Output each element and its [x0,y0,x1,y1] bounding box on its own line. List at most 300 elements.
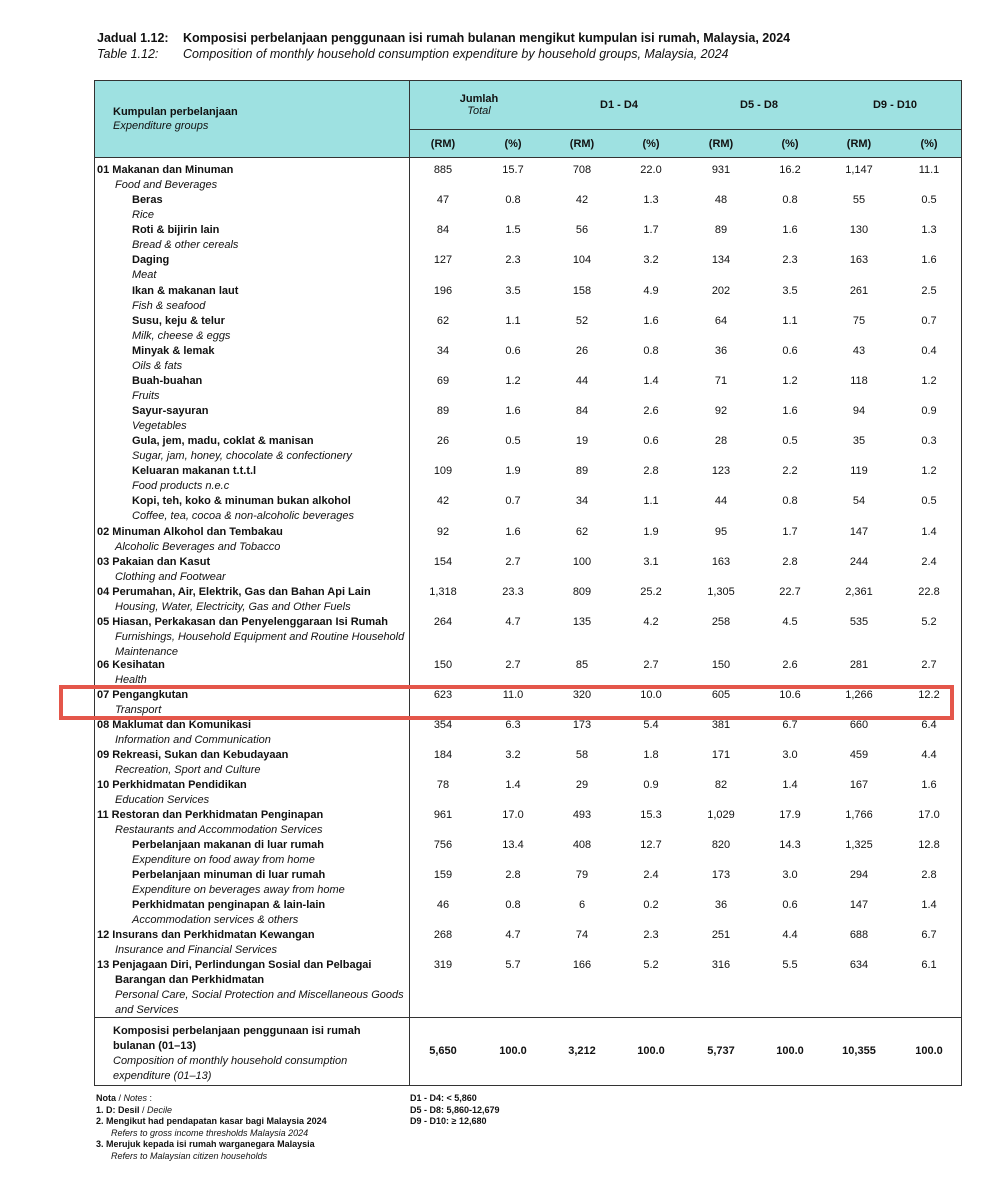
value-rm: 756 [433,839,453,851]
value-percent: 1.1 [782,315,798,327]
value-rm: 26 [575,345,589,357]
value-rm: 34 [436,345,450,357]
value-percent: 6.3 [505,719,521,731]
value-percent: 4.5 [782,616,798,628]
legend-d9-d10: D9 - D10: ≥ 12,680 [410,1116,487,1126]
value-rm: 708 [572,164,592,176]
value-rm: 1,318 [429,586,457,598]
row-label-malay: Daging [132,254,170,266]
value-percent: 6.7 [782,719,798,731]
value-rm: 74 [575,929,589,941]
value-percent: 1.5 [505,224,521,236]
column-divider [409,81,410,1085]
header-total-malay: Jumlah [459,93,499,105]
total-value-rm: 5,737 [707,1045,735,1057]
value-percent: 3.0 [782,869,798,881]
value-rm: 47 [436,194,450,206]
row-label-malay: Minyak & lemak [132,345,215,357]
value-rm: 42 [436,495,450,507]
value-rm: 184 [433,749,453,761]
value-rm: 36 [714,899,728,911]
value-percent: 1.9 [505,465,521,477]
value-rm: 134 [711,254,731,266]
value-rm: 809 [572,586,592,598]
value-rm: 92 [436,526,450,538]
value-rm: 319 [433,959,453,971]
value-percent: 1.6 [921,779,937,791]
row-label-malay: Susu, keju & telur [132,315,225,327]
value-rm: 281 [849,659,869,671]
value-rm: 158 [572,285,592,297]
notes-heading-colon: : [147,1093,153,1103]
unit-rm-label: (RM) [846,138,872,150]
value-percent: 0.7 [505,495,521,507]
notes-heading-separator: / [116,1093,124,1103]
value-rm: 535 [849,616,869,628]
value-percent: 4.2 [643,616,659,628]
value-percent: 1.6 [782,405,798,417]
value-percent: 11.0 [502,689,524,701]
row-label [132,193,402,223]
value-percent: 0.7 [921,315,937,327]
row-label [97,585,405,615]
value-rm: 64 [714,315,728,327]
value-rm: 268 [433,929,453,941]
row-label-malay: 10 Perkhidmatan Pendidikan [97,779,247,791]
row-label [132,838,402,868]
row-label-english: Expenditure on beverages away from home [132,884,345,896]
value-percent: 0.9 [921,405,937,417]
expenditure-table [94,80,962,1086]
value-percent: 17.0 [918,809,940,821]
value-percent: 1.9 [643,526,659,538]
value-rm: 119 [850,465,868,477]
value-rm: 62 [575,526,589,538]
value-rm: 150 [711,659,731,671]
value-percent: 17.0 [502,809,524,821]
value-rm: 100 [572,556,592,568]
value-percent: 1.2 [921,375,937,387]
value-percent: 10.0 [640,689,662,701]
value-rm: 94 [852,405,866,417]
total-value-percent: 100.0 [915,1045,943,1057]
value-rm: 48 [714,194,728,206]
row-label [132,434,402,464]
value-percent: 23.3 [502,586,524,598]
value-percent: 4.7 [505,929,521,941]
decile-legend [410,1093,500,1128]
value-percent: 1.2 [782,375,798,387]
row-label-english: Food products n.e.c [132,480,230,492]
row-label-malay: 05 Hiasan, Perkakasan dan Penyelenggaraan Isi Rumah [97,616,389,628]
value-rm: 44 [575,375,589,387]
value-rm: 1,029 [707,809,735,821]
value-percent: 1.3 [643,194,659,206]
row-label [132,404,402,434]
value-percent: 3.2 [505,749,521,761]
value-percent: 1.8 [643,749,659,761]
value-rm: 1,147 [845,164,873,176]
header-divider [409,129,961,130]
value-rm: 660 [849,719,869,731]
value-rm: 820 [711,839,731,851]
value-rm: 44 [714,495,728,507]
value-rm: 147 [849,899,869,911]
value-percent: 2.4 [643,869,659,881]
value-percent: 2.3 [782,254,798,266]
value-percent: 1.3 [921,224,937,236]
row-label-malay: 07 Pengangkutan [97,689,189,701]
value-rm: 54 [852,495,866,507]
row-label-english: Education Services [115,794,210,806]
row-label-malay: 11 Restoran dan Perkhidmatan Penginapan [97,809,324,821]
row-label-english: Insurance and Financial Services [115,944,278,956]
row-label-english: Housing, Water, Electricity, Gas and Other Fuels [115,601,351,613]
value-rm: 171 [711,749,731,761]
value-rm: 150 [433,659,453,671]
value-percent: 0.8 [782,194,798,206]
row-label [132,284,402,314]
value-percent: 0.2 [643,899,659,911]
value-percent: 2.8 [921,869,937,881]
transport-highlight-box [59,685,954,720]
value-rm: 354 [433,719,453,731]
title-english [97,46,977,62]
row-label-english: Furnishings, Household Equipment and Routine Household Maintenance [115,631,405,658]
value-percent: 0.8 [782,495,798,507]
value-percent: 0.5 [921,495,937,507]
value-rm: 688 [849,929,869,941]
value-percent: 0.9 [643,779,659,791]
header-d9-d10: D9 - D10 [872,99,918,111]
value-percent: 3.1 [643,556,659,568]
value-rm: 35 [852,435,866,447]
row-label-english: Milk, cheese & eggs [132,330,231,342]
value-rm: 294 [849,869,869,881]
row-label [97,808,405,838]
value-percent: 15.7 [502,164,524,176]
value-rm: 118 [850,375,868,387]
value-percent: 5.2 [921,616,937,628]
row-label-malay: Perbelanjaan minuman di luar rumah [132,869,326,881]
value-rm: 154 [433,556,453,568]
note-3-malay: 3. Merujuk kepada isi rumah warganegara Malaysia [96,1139,315,1149]
total-value-percent: 100.0 [637,1045,665,1057]
value-percent: 5.5 [782,959,798,971]
value-rm: 493 [572,809,592,821]
value-percent: 2.8 [643,465,659,477]
value-percent: 1.4 [921,526,937,538]
value-percent: 1.4 [505,779,521,791]
note-1 [96,1105,327,1117]
value-percent: 0.3 [921,435,937,447]
value-percent: 3.0 [782,749,798,761]
notes-heading-english: Notes [123,1093,148,1103]
row-label-malay: 04 Perumahan, Air, Elektrik, Gas dan Bahan Api Lain [97,586,371,598]
value-percent: 12.7 [640,839,662,851]
value-rm: 43 [852,345,866,357]
header-group-malay: Kumpulan perbelanjaan [113,106,238,118]
value-rm: 147 [849,526,869,538]
row-label-english: Recreation, Sport and Culture [115,764,261,776]
value-rm: 58 [575,749,589,761]
legend-d5-d8: D5 - D8: 5,860-12,679 [410,1104,500,1115]
row-label-malay: Perbelanjaan makanan di luar rumah [132,839,324,851]
value-rm: 36 [714,345,728,357]
value-percent: 12.2 [918,689,940,701]
value-percent: 1.6 [505,405,521,417]
value-percent: 2.6 [643,405,659,417]
row-label [97,555,405,585]
value-percent: 12.8 [918,839,940,851]
value-percent: 15.3 [640,809,662,821]
total-label [113,1024,403,1084]
note-1-separator: / [139,1104,148,1115]
total-label-malay: Komposisi perbelanjaan penggunaan isi rumah bulanan (01–13) [113,1025,361,1052]
table-title [97,30,977,62]
row-label-english: Food and Beverages [115,179,218,191]
value-percent: 0.6 [782,899,798,911]
value-rm: 69 [436,375,450,387]
row-label-malay: 06 Kesihatan [97,659,165,671]
unit-percent-label: (%) [920,138,938,150]
value-percent: 1.7 [782,526,798,538]
row-label [132,494,402,524]
row-label-malay: 12 Insurans dan Perkhidmatan Kewangan [97,929,315,941]
total-value-rm: 3,212 [568,1045,596,1057]
unit-percent-label: (%) [781,138,799,150]
value-percent: 2.8 [782,556,798,568]
unit-percent-label: (%) [504,138,522,150]
value-percent: 2.4 [921,556,937,568]
row-label [132,374,402,404]
value-percent: 16.2 [779,164,801,176]
value-percent: 1.6 [921,254,937,266]
value-percent: 1.6 [782,224,798,236]
value-rm: 244 [849,556,869,568]
value-percent: 5.7 [505,959,521,971]
row-label-english: Coffee, tea, cocoa & non-alcoholic beverages [132,510,354,522]
value-rm: 89 [575,465,589,477]
row-label [97,958,405,1018]
value-rm: 84 [436,224,450,236]
row-label-malay: Sayur-sayuran [132,405,209,417]
total-label-english: Composition of monthly household consumption expenditure (01–13) [113,1055,348,1082]
value-percent: 2.7 [643,659,659,671]
value-percent: 4.7 [505,616,521,628]
value-percent: 2.8 [505,869,521,881]
row-label-english: Transport [115,704,162,716]
row-label-malay: Beras [132,194,163,206]
value-rm: 196 [433,285,453,297]
value-rm: 28 [714,435,728,447]
value-rm: 71 [714,375,728,387]
value-rm: 1,266 [845,689,873,701]
row-label-english: Oils & fats [132,360,183,372]
row-label-english: Health [115,674,147,686]
value-rm: 408 [572,839,592,851]
value-percent: 2.3 [505,254,521,266]
total-separator [95,1017,961,1018]
value-percent: 2.5 [921,285,937,297]
unit-percent-label: (%) [642,138,660,150]
value-percent: 1.7 [643,224,659,236]
value-rm: 123 [711,465,731,477]
row-label [97,615,405,660]
row-label [132,223,402,253]
notes-heading [96,1093,327,1105]
row-label-english: Sugar, jam, honey, chocolate & confectionery [132,450,352,462]
value-percent: 0.6 [782,345,798,357]
value-rm: 320 [572,689,592,701]
value-rm: 163 [849,254,869,266]
value-percent: 1.4 [782,779,798,791]
value-percent: 3.2 [643,254,659,266]
header-d1-d4: D1 - D4 [600,99,638,111]
value-rm: 264 [433,616,453,628]
value-percent: 4.4 [921,749,937,761]
value-percent: 0.5 [782,435,798,447]
table-header [95,81,961,158]
row-label-english: Vegetables [132,420,187,432]
value-percent: 22.8 [918,586,940,598]
value-rm: 130 [849,224,869,236]
value-percent: 1.6 [643,315,659,327]
value-percent: 1.4 [643,375,659,387]
row-label [97,163,405,193]
row-label [132,898,402,928]
value-percent: 4.9 [643,285,659,297]
value-rm: 26 [436,435,450,447]
row-label-malay: Keluaran makanan t.t.t.l [132,465,257,477]
value-rm: 381 [711,719,731,731]
row-label [132,344,402,374]
value-rm: 79 [575,869,589,881]
unit-rm-label: (RM) [569,138,595,150]
row-label-english: Accommodation services & others [132,914,299,926]
title-malay-text: Komposisi perbelanjaan penggunaan isi rumah bulanan mengikut kumpulan isi rumah, Malaysia, 2024 [183,31,791,45]
value-rm: 258 [711,616,731,628]
value-rm: 84 [575,405,589,417]
value-percent: 2.6 [782,659,798,671]
value-rm: 202 [711,285,731,297]
row-label-malay: 13 Penjagaan Diri, Perlindungan Sosial dan Pelbagai Barangan dan Perkhidmatan [97,959,372,986]
value-percent: 1.4 [921,899,937,911]
value-percent: 25.2 [640,586,662,598]
note-1-english: Decile [147,1104,173,1115]
header-expenditure-groups [113,105,238,133]
value-rm: 135 [572,616,592,628]
value-percent: 6.7 [921,929,937,941]
header-group-english: Expenditure groups [113,120,209,132]
row-label-english: Meat [132,269,157,281]
title-english-label: Table 1.12: [97,47,159,61]
value-rm: 623 [433,689,453,701]
value-percent: 4.4 [782,929,798,941]
value-percent: 6.1 [921,959,937,971]
total-value-percent: 100.0 [499,1045,527,1057]
row-label [97,718,405,748]
value-rm: 166 [572,959,592,971]
header-total-english: Total [467,105,491,117]
unit-rm-label: (RM) [430,138,456,150]
row-label-english: Fruits [132,390,160,402]
value-rm: 931 [711,164,731,176]
row-label-english: Expenditure on food away from home [132,854,315,866]
title-malay [97,30,977,46]
total-value-rm: 5,650 [429,1045,457,1057]
value-percent: 0.6 [643,435,659,447]
value-percent: 22.0 [640,164,662,176]
value-percent: 1.1 [505,315,521,327]
value-rm: 316 [711,959,731,971]
row-label [97,525,405,555]
value-percent: 13.4 [502,839,524,851]
note-2-english: Refers to gross income thresholds Malaysia 2024 [111,1127,309,1138]
value-rm: 459 [849,749,869,761]
value-percent: 2.3 [643,929,659,941]
notes-heading-malay: Nota [96,1093,116,1103]
value-rm: 62 [436,315,450,327]
row-label [97,748,405,778]
row-label-malay: 09 Rekreasi, Sukan dan Kebudayaan [97,749,289,761]
row-label [132,464,402,494]
value-rm: 1,305 [707,586,735,598]
value-percent: 2.7 [505,556,521,568]
row-label [132,314,402,344]
value-percent: 22.7 [779,586,801,598]
value-rm: 82 [714,779,728,791]
value-rm: 163 [711,556,731,568]
note-1-malay: 1. D: Desil [96,1104,140,1115]
value-rm: 78 [436,779,450,791]
row-label-malay: Roti & bijirin lain [132,224,220,236]
row-label-malay: Ikan & makanan laut [132,285,239,297]
row-label [97,778,405,808]
value-percent: 14.3 [779,839,801,851]
value-percent: 1.2 [505,375,521,387]
value-rm: 127 [433,254,453,266]
value-percent: 2.2 [782,465,798,477]
value-rm: 159 [433,869,453,881]
value-rm: 104 [572,254,592,266]
row-label-malay: Gula, jem, madu, coklat & manisan [132,435,314,447]
value-percent: 0.8 [643,345,659,357]
value-percent: 11.1 [918,164,940,176]
value-percent: 2.7 [505,659,521,671]
value-rm: 29 [575,779,589,791]
notes [96,1093,327,1162]
row-label-english: Rice [132,209,155,221]
value-percent: 0.8 [505,194,521,206]
row-label-english: Bread & other cereals [132,239,239,251]
value-percent: 5.2 [643,959,659,971]
value-rm: 251 [711,929,731,941]
value-rm: 85 [575,659,589,671]
note-3-english: Refers to Malaysian citizen households [111,1150,268,1161]
row-label-english: Personal Care, Social Protection and Miscellaneous Goods and Services [115,989,404,1016]
row-label [97,928,405,958]
value-rm: 46 [436,899,450,911]
value-percent: 0.8 [505,899,521,911]
value-rm: 634 [849,959,869,971]
value-rm: 55 [852,194,866,206]
value-percent: 1.1 [643,495,659,507]
row-label-english: Clothing and Footwear [115,571,226,583]
value-percent: 1.6 [505,526,521,538]
value-rm: 52 [575,315,589,327]
value-rm: 167 [849,779,869,791]
